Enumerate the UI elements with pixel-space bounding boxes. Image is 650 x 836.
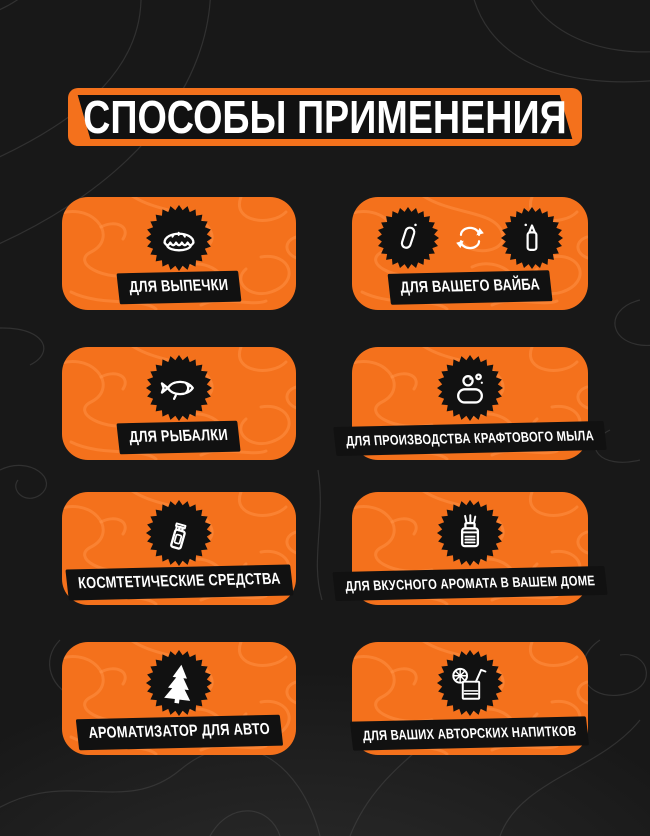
- card-label: АРОМАТИЗАТОР ДЛЯ АВТО: [75, 715, 282, 751]
- soap-bar-icon: [449, 367, 491, 409]
- card-label: ДЛЯ ВКУСНОГО АРОМАТА В ВАШЕМ ДОМЕ: [332, 566, 607, 601]
- pine-tree-freshener-icon: [158, 662, 200, 704]
- card-label: ДЛЯ РЫБАЛКИ: [117, 421, 241, 455]
- title-banner: [68, 88, 582, 146]
- card-home-aroma: [344, 492, 596, 605]
- card-label: ДЛЯ ВАШЕГО ВАЙБА: [387, 270, 552, 305]
- reed-diffuser-icon: [449, 512, 491, 554]
- card-car-freshener: [62, 642, 296, 755]
- starburst-badge: [146, 205, 212, 271]
- starburst-badge: [146, 355, 212, 421]
- card-cosmetics: [62, 492, 296, 605]
- starburst-badge: [146, 650, 212, 716]
- card-drinks: [352, 642, 588, 755]
- starburst-badge: [437, 500, 503, 566]
- page-title: СПОСОБЫ ПРИМЕНЕНИЯ: [83, 91, 567, 143]
- card-baking: [62, 197, 296, 310]
- card-label: ДЛЯ ПРОИЗВОДСТВА КРАФТОВОГО МЫЛА: [333, 421, 606, 456]
- pie-icon: [158, 217, 200, 259]
- starburst-badge: [377, 207, 439, 269]
- card-fishing: [62, 347, 296, 460]
- card-label: ДЛЯ ВЫПЕЧКИ: [117, 271, 242, 305]
- starburst-badge: [146, 500, 212, 566]
- vape-device-icon: [388, 218, 428, 258]
- starburst-badge: [437, 355, 503, 421]
- card-soap: [345, 347, 595, 460]
- card-label: КОСМТЕТИЧЕСКИЕ СРЕДСТВА: [65, 564, 293, 600]
- cocktail-glass-icon: [449, 662, 491, 704]
- liquid-bottle-icon: [512, 218, 552, 258]
- swap-arrows-icon: [453, 221, 487, 255]
- fish-icon: [158, 367, 200, 409]
- starburst-badge: [437, 650, 503, 716]
- card-label: ДЛЯ ВАШИХ АВТОРСКИХ НАПИТКОВ: [350, 716, 589, 750]
- starburst-badge: [501, 207, 563, 269]
- cosmetic-pump-bottle-icon: [158, 512, 200, 554]
- card-vibe: [352, 197, 588, 310]
